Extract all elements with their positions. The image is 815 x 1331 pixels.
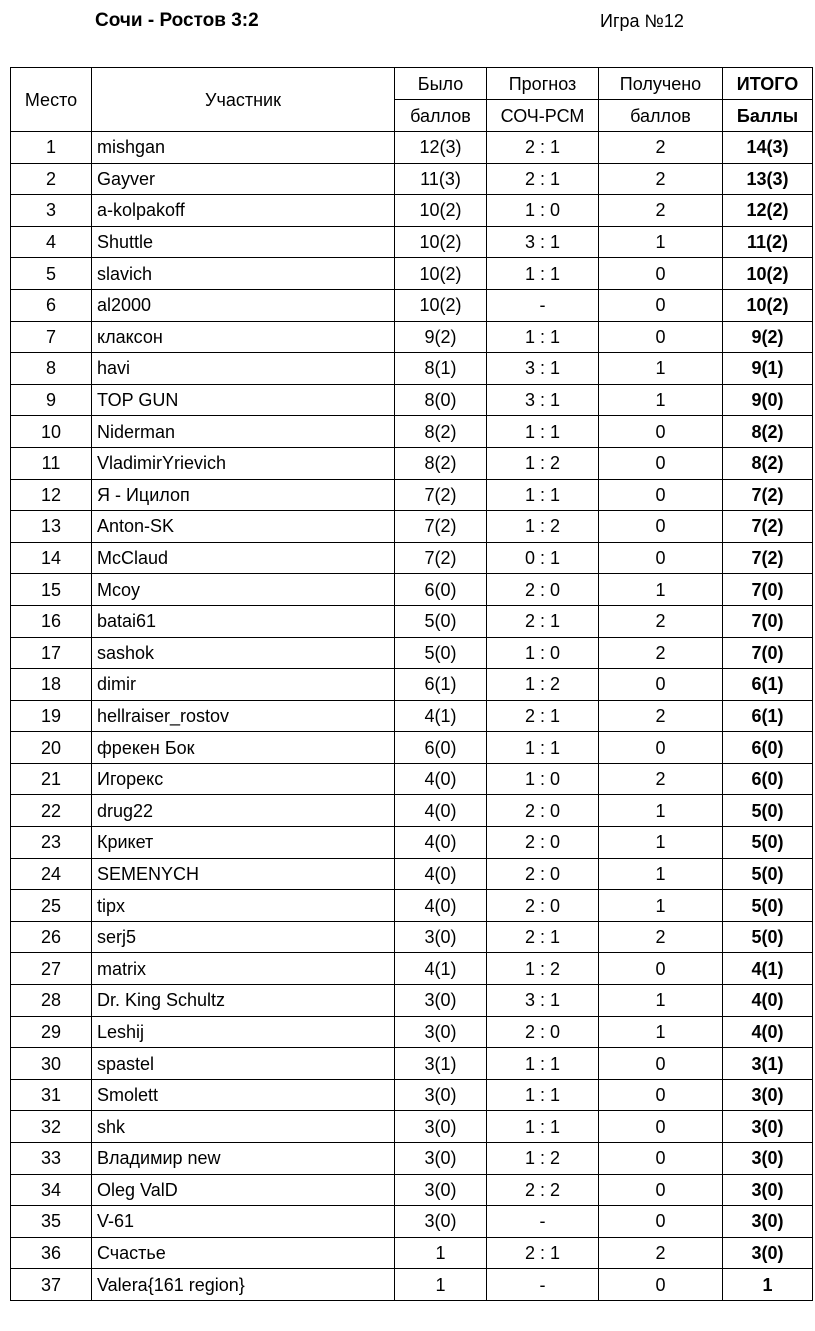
header-participant: Участник — [92, 68, 395, 132]
table-body — [11, 132, 813, 1301]
cell-prediction: 1 : 1 — [487, 1048, 599, 1080]
cell-prediction: 1 : 1 — [487, 479, 599, 511]
cell-place: 6 — [11, 289, 92, 321]
cell-received: 1 — [599, 1016, 723, 1048]
cell-total: 3(0) — [723, 1174, 813, 1206]
cell-prediction: 1 : 1 — [487, 416, 599, 448]
cell-participant: sashok — [92, 637, 395, 669]
cell-participant: dimir — [92, 669, 395, 701]
cell-participant: hellraiser_rostov — [92, 700, 395, 732]
cell-participant: SEMENYCH — [92, 858, 395, 890]
cell-participant: al2000 — [92, 289, 395, 321]
cell-prediction: 3 : 1 — [487, 353, 599, 385]
cell-place: 11 — [11, 447, 92, 479]
cell-total: 5(0) — [723, 827, 813, 859]
cell-prediction: 2 : 1 — [487, 1237, 599, 1269]
cell-total: 5(0) — [723, 890, 813, 922]
table-row — [11, 1111, 813, 1143]
table-row — [11, 384, 813, 416]
cell-place: 7 — [11, 321, 92, 353]
cell-received: 2 — [599, 195, 723, 227]
cell-place: 26 — [11, 921, 92, 953]
cell-was: 7(2) — [395, 542, 487, 574]
cell-was: 10(2) — [395, 195, 487, 227]
table-row — [11, 890, 813, 922]
table-row — [11, 1206, 813, 1238]
match-title: Сочи - Ростов 3:2 — [95, 10, 259, 31]
cell-place: 28 — [11, 985, 92, 1017]
cell-total: 13(3) — [723, 163, 813, 195]
table-row — [11, 416, 813, 448]
cell-prediction: - — [487, 1206, 599, 1238]
table-row — [11, 858, 813, 890]
cell-participant: Leshij — [92, 1016, 395, 1048]
cell-received: 0 — [599, 479, 723, 511]
table-row — [11, 353, 813, 385]
cell-received: 2 — [599, 921, 723, 953]
header-prediction-line1: Прогноз — [487, 68, 599, 100]
cell-was: 6(1) — [395, 669, 487, 701]
cell-place: 4 — [11, 226, 92, 258]
cell-total: 9(2) — [723, 321, 813, 353]
cell-place: 35 — [11, 1206, 92, 1238]
cell-participant: havi — [92, 353, 395, 385]
cell-prediction: 1 : 1 — [487, 321, 599, 353]
cell-was: 8(0) — [395, 384, 487, 416]
cell-received: 1 — [599, 353, 723, 385]
cell-total: 3(1) — [723, 1048, 813, 1080]
header-received-line1: Получено — [599, 68, 723, 100]
cell-prediction: - — [487, 289, 599, 321]
cell-received: 1 — [599, 574, 723, 606]
table-row — [11, 479, 813, 511]
cell-prediction: 1 : 1 — [487, 1111, 599, 1143]
cell-total: 11(2) — [723, 226, 813, 258]
cell-participant: mishgan — [92, 132, 395, 164]
cell-total: 6(0) — [723, 732, 813, 764]
cell-prediction: 3 : 1 — [487, 985, 599, 1017]
cell-place: 5 — [11, 258, 92, 290]
cell-received: 0 — [599, 732, 723, 764]
cell-prediction: 3 : 1 — [487, 384, 599, 416]
cell-prediction: 2 : 0 — [487, 890, 599, 922]
table-row — [11, 1269, 813, 1301]
cell-prediction: 1 : 2 — [487, 1143, 599, 1175]
cell-total: 7(2) — [723, 511, 813, 543]
table-row — [11, 1143, 813, 1175]
cell-received: 0 — [599, 542, 723, 574]
cell-was: 8(1) — [395, 353, 487, 385]
cell-place: 36 — [11, 1237, 92, 1269]
cell-prediction: 1 : 0 — [487, 637, 599, 669]
header-place: Место — [11, 68, 92, 132]
cell-prediction: - — [487, 1269, 599, 1301]
cell-total: 3(0) — [723, 1237, 813, 1269]
cell-participant: Gayver — [92, 163, 395, 195]
table-row — [11, 258, 813, 290]
cell-place: 8 — [11, 353, 92, 385]
table-row — [11, 163, 813, 195]
cell-participant: Я - Ицилоп — [92, 479, 395, 511]
table-row — [11, 289, 813, 321]
cell-prediction: 1 : 1 — [487, 732, 599, 764]
cell-was: 12(3) — [395, 132, 487, 164]
cell-received: 0 — [599, 953, 723, 985]
cell-was: 8(2) — [395, 447, 487, 479]
cell-received: 2 — [599, 132, 723, 164]
cell-total: 14(3) — [723, 132, 813, 164]
cell-prediction: 2 : 0 — [487, 1016, 599, 1048]
cell-was: 8(2) — [395, 416, 487, 448]
cell-total: 8(2) — [723, 447, 813, 479]
cell-received: 2 — [599, 763, 723, 795]
cell-participant: клаксон — [92, 321, 395, 353]
cell-prediction: 1 : 0 — [487, 195, 599, 227]
cell-total: 10(2) — [723, 258, 813, 290]
cell-total: 7(0) — [723, 605, 813, 637]
cell-participant: serj5 — [92, 921, 395, 953]
table-row — [11, 226, 813, 258]
cell-participant: tipx — [92, 890, 395, 922]
cell-participant: spastel — [92, 1048, 395, 1080]
cell-was: 10(2) — [395, 226, 487, 258]
cell-was: 3(0) — [395, 1079, 487, 1111]
cell-was: 4(1) — [395, 700, 487, 732]
header-prediction-line2: СОЧ-РСМ — [487, 100, 599, 132]
header-received-line2: баллов — [599, 100, 723, 132]
cell-was: 4(0) — [395, 795, 487, 827]
cell-participant: Игорекс — [92, 763, 395, 795]
cell-total: 6(1) — [723, 669, 813, 701]
cell-place: 2 — [11, 163, 92, 195]
cell-was: 3(0) — [395, 1111, 487, 1143]
cell-total: 12(2) — [723, 195, 813, 227]
cell-participant: Smolett — [92, 1079, 395, 1111]
cell-place: 14 — [11, 542, 92, 574]
cell-was: 4(0) — [395, 858, 487, 890]
cell-received: 0 — [599, 1143, 723, 1175]
table-row — [11, 795, 813, 827]
cell-received: 1 — [599, 226, 723, 258]
cell-total: 4(0) — [723, 1016, 813, 1048]
cell-total: 7(0) — [723, 574, 813, 606]
cell-place: 31 — [11, 1079, 92, 1111]
table-row — [11, 542, 813, 574]
cell-total: 3(0) — [723, 1111, 813, 1143]
cell-was: 1 — [395, 1269, 487, 1301]
cell-was: 3(0) — [395, 921, 487, 953]
cell-was: 5(0) — [395, 605, 487, 637]
cell-participant: Владимир new — [92, 1143, 395, 1175]
cell-received: 0 — [599, 1174, 723, 1206]
cell-prediction: 1 : 2 — [487, 953, 599, 985]
cell-received: 2 — [599, 163, 723, 195]
cell-place: 33 — [11, 1143, 92, 1175]
cell-participant: shk — [92, 1111, 395, 1143]
standings-table — [10, 67, 813, 1301]
cell-total: 6(1) — [723, 700, 813, 732]
cell-was: 3(1) — [395, 1048, 487, 1080]
cell-was: 11(3) — [395, 163, 487, 195]
cell-was: 9(2) — [395, 321, 487, 353]
cell-total: 3(0) — [723, 1143, 813, 1175]
cell-total: 7(2) — [723, 479, 813, 511]
cell-prediction: 2 : 2 — [487, 1174, 599, 1206]
table-header — [11, 68, 813, 132]
cell-participant: Счастье — [92, 1237, 395, 1269]
cell-received: 0 — [599, 1111, 723, 1143]
table-row — [11, 574, 813, 606]
cell-was: 4(1) — [395, 953, 487, 985]
cell-total: 6(0) — [723, 763, 813, 795]
cell-place: 1 — [11, 132, 92, 164]
cell-total: 4(1) — [723, 953, 813, 985]
table-row — [11, 1237, 813, 1269]
table-row — [11, 605, 813, 637]
cell-total: 1 — [723, 1269, 813, 1301]
cell-participant: Крикет — [92, 827, 395, 859]
cell-received: 1 — [599, 985, 723, 1017]
cell-prediction: 2 : 1 — [487, 605, 599, 637]
cell-participant: drug22 — [92, 795, 395, 827]
cell-received: 2 — [599, 1237, 723, 1269]
table-row — [11, 637, 813, 669]
cell-place: 19 — [11, 700, 92, 732]
cell-place: 18 — [11, 669, 92, 701]
table-row — [11, 1016, 813, 1048]
cell-received: 0 — [599, 1079, 723, 1111]
cell-total: 5(0) — [723, 795, 813, 827]
cell-place: 3 — [11, 195, 92, 227]
cell-received: 1 — [599, 827, 723, 859]
cell-place: 23 — [11, 827, 92, 859]
cell-place: 25 — [11, 890, 92, 922]
table-row — [11, 763, 813, 795]
cell-participant: McClaud — [92, 542, 395, 574]
table-row — [11, 827, 813, 859]
cell-participant: фрекен Бок — [92, 732, 395, 764]
cell-prediction: 3 : 1 — [487, 226, 599, 258]
cell-place: 20 — [11, 732, 92, 764]
cell-place: 17 — [11, 637, 92, 669]
header-total-line2: Баллы — [723, 100, 813, 132]
cell-received: 1 — [599, 795, 723, 827]
cell-prediction: 2 : 0 — [487, 827, 599, 859]
cell-prediction: 1 : 2 — [487, 511, 599, 543]
cell-prediction: 2 : 1 — [487, 921, 599, 953]
game-number: Игра №12 — [600, 11, 684, 31]
cell-participant: Anton-SK — [92, 511, 395, 543]
cell-participant: Niderman — [92, 416, 395, 448]
cell-participant: Valera{161 region} — [92, 1269, 395, 1301]
cell-received: 1 — [599, 858, 723, 890]
table-row — [11, 1048, 813, 1080]
cell-prediction: 1 : 0 — [487, 763, 599, 795]
cell-received: 0 — [599, 258, 723, 290]
cell-participant: VladimirYrievich — [92, 447, 395, 479]
cell-total: 10(2) — [723, 289, 813, 321]
cell-received: 0 — [599, 321, 723, 353]
cell-prediction: 1 : 2 — [487, 447, 599, 479]
cell-was: 10(2) — [395, 289, 487, 321]
cell-total: 7(2) — [723, 542, 813, 574]
header-was-line2: баллов — [395, 100, 487, 132]
cell-prediction: 2 : 0 — [487, 795, 599, 827]
cell-prediction: 2 : 1 — [487, 163, 599, 195]
table-row — [11, 447, 813, 479]
cell-place: 30 — [11, 1048, 92, 1080]
cell-total: 3(0) — [723, 1206, 813, 1238]
cell-place: 15 — [11, 574, 92, 606]
cell-total: 4(0) — [723, 985, 813, 1017]
cell-was: 7(2) — [395, 479, 487, 511]
cell-place: 22 — [11, 795, 92, 827]
cell-participant: V-61 — [92, 1206, 395, 1238]
cell-participant: Shuttle — [92, 226, 395, 258]
cell-prediction: 2 : 1 — [487, 700, 599, 732]
cell-was: 6(0) — [395, 574, 487, 606]
cell-prediction: 1 : 1 — [487, 1079, 599, 1111]
cell-was: 5(0) — [395, 637, 487, 669]
cell-prediction: 1 : 1 — [487, 258, 599, 290]
cell-received: 1 — [599, 890, 723, 922]
cell-place: 10 — [11, 416, 92, 448]
table-row — [11, 1174, 813, 1206]
table-row — [11, 511, 813, 543]
table-row — [11, 195, 813, 227]
table-row — [11, 321, 813, 353]
cell-was: 4(0) — [395, 763, 487, 795]
cell-participant: slavich — [92, 258, 395, 290]
cell-prediction: 2 : 0 — [487, 574, 599, 606]
table-row — [11, 669, 813, 701]
cell-was: 3(0) — [395, 1143, 487, 1175]
cell-total: 3(0) — [723, 1079, 813, 1111]
cell-place: 27 — [11, 953, 92, 985]
cell-received: 0 — [599, 511, 723, 543]
cell-was: 4(0) — [395, 890, 487, 922]
cell-received: 0 — [599, 669, 723, 701]
cell-place: 13 — [11, 511, 92, 543]
cell-place: 32 — [11, 1111, 92, 1143]
table-row — [11, 732, 813, 764]
cell-participant: Dr. King Schultz — [92, 985, 395, 1017]
cell-total: 9(0) — [723, 384, 813, 416]
cell-received: 2 — [599, 700, 723, 732]
table-row — [11, 1079, 813, 1111]
cell-received: 2 — [599, 605, 723, 637]
table-row — [11, 953, 813, 985]
cell-received: 0 — [599, 416, 723, 448]
table-row — [11, 921, 813, 953]
cell-was: 1 — [395, 1237, 487, 1269]
cell-prediction: 0 : 1 — [487, 542, 599, 574]
cell-was: 7(2) — [395, 511, 487, 543]
cell-prediction: 2 : 0 — [487, 858, 599, 890]
cell-was: 6(0) — [395, 732, 487, 764]
header-total-line1: ИТОГО — [723, 68, 813, 100]
cell-was: 3(0) — [395, 1016, 487, 1048]
cell-place: 9 — [11, 384, 92, 416]
cell-participant: Oleg ValD — [92, 1174, 395, 1206]
cell-place: 29 — [11, 1016, 92, 1048]
cell-place: 21 — [11, 763, 92, 795]
table-row — [11, 985, 813, 1017]
cell-received: 0 — [599, 1048, 723, 1080]
cell-participant: a-kolpakoff — [92, 195, 395, 227]
cell-total: 9(1) — [723, 353, 813, 385]
header-was-line1: Было — [395, 68, 487, 100]
cell-total: 5(0) — [723, 921, 813, 953]
cell-was: 4(0) — [395, 827, 487, 859]
cell-prediction: 1 : 2 — [487, 669, 599, 701]
cell-was: 3(0) — [395, 1206, 487, 1238]
cell-received: 1 — [599, 384, 723, 416]
cell-received: 0 — [599, 1206, 723, 1238]
cell-was: 10(2) — [395, 258, 487, 290]
cell-was: 3(0) — [395, 985, 487, 1017]
cell-total: 7(0) — [723, 637, 813, 669]
cell-participant: Mcoy — [92, 574, 395, 606]
cell-received: 0 — [599, 1269, 723, 1301]
cell-place: 24 — [11, 858, 92, 890]
cell-place: 16 — [11, 605, 92, 637]
cell-total: 8(2) — [723, 416, 813, 448]
cell-prediction: 2 : 1 — [487, 132, 599, 164]
cell-received: 0 — [599, 289, 723, 321]
cell-participant: TOP GUN — [92, 384, 395, 416]
cell-place: 37 — [11, 1269, 92, 1301]
table-row — [11, 132, 813, 164]
cell-received: 2 — [599, 637, 723, 669]
cell-total: 5(0) — [723, 858, 813, 890]
cell-was: 3(0) — [395, 1174, 487, 1206]
cell-place: 12 — [11, 479, 92, 511]
cell-place: 34 — [11, 1174, 92, 1206]
table-row — [11, 700, 813, 732]
cell-participant: matrix — [92, 953, 395, 985]
header-row-1 — [11, 68, 813, 100]
cell-participant: batai61 — [92, 605, 395, 637]
cell-received: 0 — [599, 447, 723, 479]
